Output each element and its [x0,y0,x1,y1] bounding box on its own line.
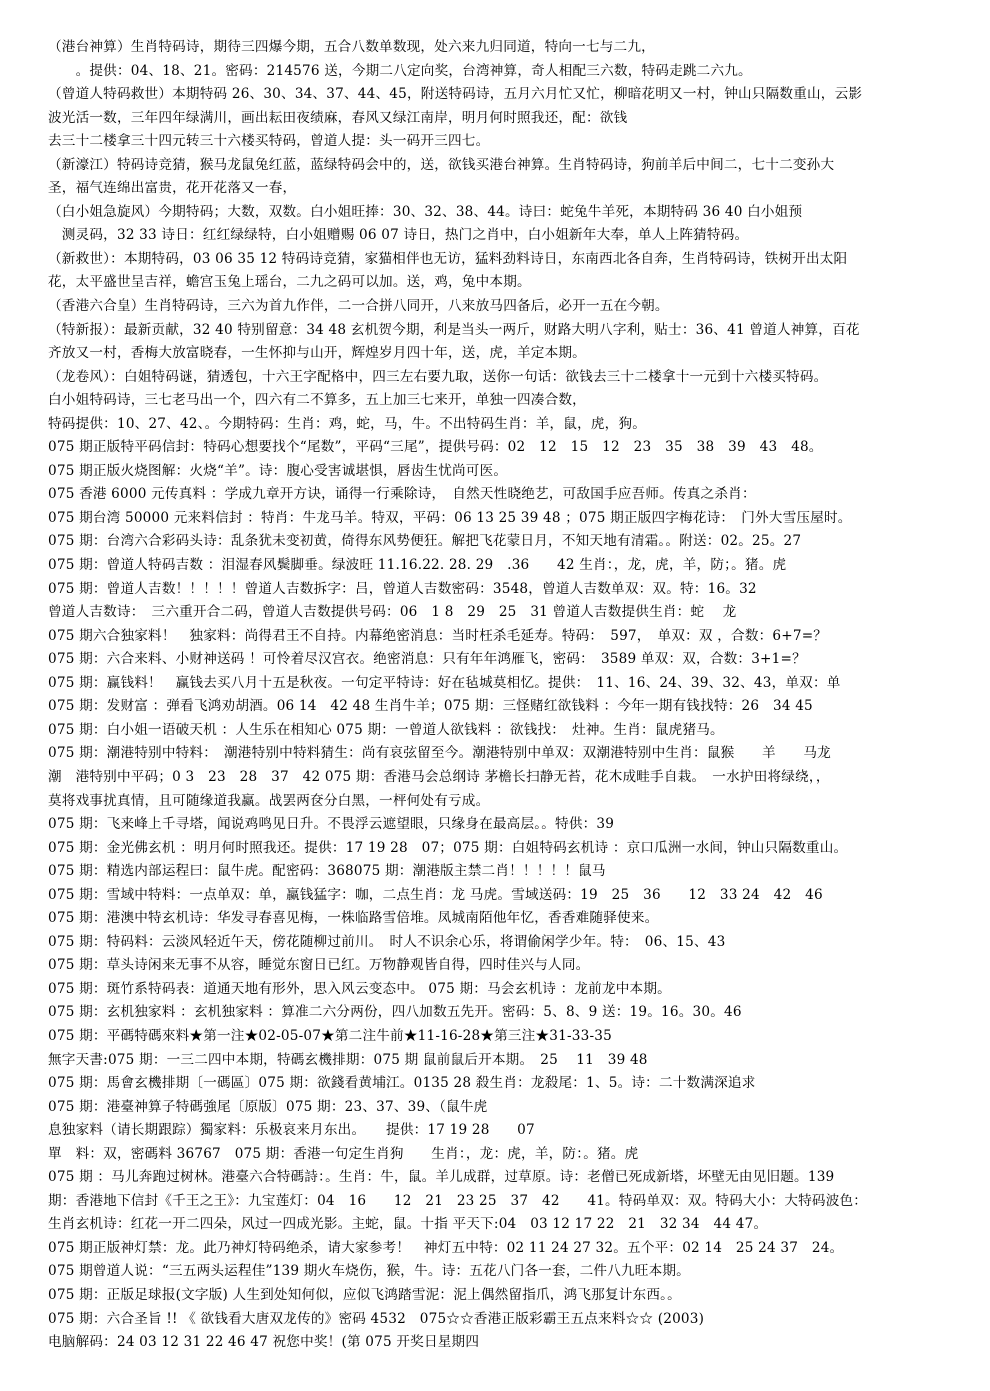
text-line: （新救世）：本期特码，03 06 35 12 特码诗竞猜，家猫相伴也无访，猛料劲料诗日，东南西北各自奔，生肖特码诗，铁树开出太阳 [48,250,848,267]
text-line: 075 期：雪域中特料：一点单双：单，赢钱猛字：咖，二点生肖：龙 马虎。雪域送码：19 25 36 12 33 24 42 46 [48,886,823,903]
text-line: 075 期 ：马儿奔跑过树林。港臺六合特碼詩：。生肖：牛，鼠。羊儿成群，过草原。诗：老僧已死成新塔，坏壁无由见旧题。139 [48,1169,835,1186]
text-line: 075 期正版神灯禁：龙。此乃神灯特码绝杀，请大家参考！ 神灯五中特：02 11 24 27 32。五个平：02 14 25 24 37 24。 [48,1239,844,1256]
text-line: 测灵码，32 33 诗日：红红绿绿特，白小姐赠赐 06 07 诗日，热门之肖中，白小姐新年大奉，单人上阵猜特码。 [48,227,749,244]
text-line: 075 期：精选内部运程曰：鼠牛虎。配密码：368075 期：潮港版主禁二肖！！！！！鼠马 [48,863,606,880]
text-line: 075 期曾道人说：“三五两头运程佳”139 期火车烧伤，猴，牛。诗：五花八门各一套，二件八九旺本期。 [48,1263,690,1280]
text-line: （新濠江）特码诗竞猜，猴马龙鼠兔红蓝，蓝绿特码会中的，送，欲钱买港台神算。生肖特码诗，狗前羊后中间二，七十二变孙大 [48,156,835,173]
text-line: 075 期：金光佛玄机 ：明月何时照我还。提供：17 19 28 07；075 期：白姐特码玄机诗 ：京口瓜洲一水间，钟山只隔数重山。 [48,839,848,856]
text-line: 單 料：双，密碼料 36767 075 期：香港一句定生肖狗 生肖：，龙：虎，羊，防：。猪。虎 [48,1145,639,1162]
text-line: 075 期：特码料：云淡风轻近午天，傍花随柳过前川。 时人不识余心乐，将谓偷闲学少年。特： 06、15、43 [48,933,726,950]
text-line: 曾道人吉数诗： 三六重开合二码，曾道人吉数提供号码：06 1 8 29 25 31 曾道人吉数提供生肖：蛇 龙 [48,604,737,621]
text-line: （曾道人特码救世）本期特码 26、30、34、37、44、45，附送特码诗，五月六月忙又忙，柳暗花明又一村，钟山只隔数重山，云影 [48,86,863,103]
text-line: 075 期：发财富 ：弹看飞鸿劝胡酒。06 14 42 48 生肖牛羊；075 期：三怪赌红欲钱料 ：今年一期有钱找特：26 34 45 [48,698,813,715]
text-line: 075 期：港臺神算子特碼強尾〔原版〕075 期：23、37、39、（鼠牛虎 [48,1098,488,1115]
text-line: 白小姐特码诗，三七老马出一个，四六有二不算多，五上加三七来开，单独一四凑合数， [48,392,586,409]
text-line: 去三十二楼拿三十四元转三十六楼买特码，曾道人提：头一码开三四七。 [48,133,490,150]
text-line: 莫将戏事扰真情，且可随缘道我赢。战罢两奁分白黑，一枰何处有亏成。 [48,792,490,809]
text-line: 075 期六合独家料！ 独家料：尚得君王不自持。内幕绝密消息：当时枉杀毛延寿。特码： 597， 单双：双 ，合数：6+7=？ [48,627,828,644]
text-line: 075 期：平碼特碼來料★第一注★02-05-07★第二注牛前★11-16-28★第三注★31-33-35 [48,1027,612,1044]
text-line: 075 期：馬會玄機排期〔一碼區〕075 期：欲錢看黄埔江。0135 28 殺生肖：龙殺尾：1、5。诗：二十数满深追求 [48,1075,756,1092]
text-line: （香港六合皇）生肖特码诗，三六为首九作伴，二一合拼八同开，八来放马四备后，必开一五在今朝。 [48,298,669,315]
text-line: 。提供：04、18、21。密码：214576 送，今期二八定向奖，台湾神算，奇人相配三六数，特码走跳二六九。 [48,62,752,79]
text-line: 075 期：斑竹系特码表：道通天地有形外，思入风云变态中。 075 期：马会玄机诗 ：龙前龙中本期。 [48,980,671,997]
text-line: 075 期：曾道人特码吉数 ：泪湿春风鬓脚垂。绿波旺 11.16.22. 28. 29 .36 42 生肖：，龙，虎，羊，防；。猪。虎 [48,557,787,574]
text-line: 潮 港特别中平码；0 3 23 28 37 42 075 期：香港马会总纲诗 茅檐长扫静无苔，花木成畦手自栽。 一水护田将绿绕，， [48,768,830,785]
text-line: 075 期：港澳中特玄机诗：华发寻春喜见梅，一株临路雪倍堆。凤城南陌他年忆，香香难随驿使来。 [48,910,659,927]
text-line: 期：香港地下信封《千王之王》：九宝莲灯：04 16 12 21 23 25 37 42 41。特码单双：双。特码大小：大特码波色： [48,1192,868,1209]
text-line: 075 期：草头诗闲来无事不从容，睡觉东窗日已红。万物静观皆自得，四时佳兴与人同。 [48,957,590,974]
text-line [48,1355,960,1379]
text-line: 特码提供：10、27、42、。今期特码：生肖：鸡，蛇，马，牛。不出特码生肖：羊，鼠，虎，狗。 [48,415,647,432]
text-line: 無字天書:075 期：一三二四中本期，特碼玄機排期：075 期 鼠前鼠后开本期。 25 11 39 48 [48,1051,648,1068]
text-line: 075 期：潮港特别中特料： 潮港特别中特料猜生：尚有哀弦留至今。潮港特别中单双：双潮港特别中生肖：鼠猴 羊 马龙 [48,745,831,762]
text-line: 075 期台湾 50000 元来料信封 ：特肖：牛龙马羊。特双，平码：06 13 25 39 48 ；075 期正版四字梅花诗： 门外大雪压屋时。 [48,509,852,526]
text-line: 075 期：台湾六合彩码头诗：乱条犹未变初黄，倚得东风势便狂。解把飞花蒙日月，不知天地有清霜。。附送：02。25。27 [48,533,802,550]
text-line: （港台神算）生肖特码诗，期待三四爆今期，五合八数单数现，处六来九归同道，特向一七与二九， [48,39,655,55]
text-line: 电脑解码：24 03 12 31 22 46 47 祝您中奖！(第 075 开奖日星期四 [48,1334,480,1351]
text-line: （特新报）：最新贡献，32 40 特别留意：34 48 玄机贺今期，利是当头一两斤，财路大明八字利，贴士：36、41 曾道人神算，百花 [48,321,860,338]
text-line: 齐放又一村，香梅大放富晓春，一生怀抑与山开，辉煌岁月四十年，送，虎，羊定本期。 [48,345,586,362]
text-line: 075 期：正版足球报(文字版) 人生到处知何似，应似飞鸿踏雪泥：泥上偶然留指爪，鸿飞那复计东西。。 [48,1286,681,1303]
text-line: 075 期：玄机独家料 ：玄机独家料 ：算准二六分两份，四八加数五先开。密码：5、8、9 送：19。16。30。46 [48,1004,742,1021]
text-line: 075 期：赢钱料！ 赢钱去买八月十五是秋夜。一句定平特诗：好在毡城莫相忆。提供： 11、16、24、39、32、43，单双：单 [48,674,841,691]
text-line: 生肖玄机诗：红花一开二四朵，风过一四成光影。主蛇，鼠。十指 平天下:04 03 12 17 22 21 32 34 44 47。 [48,1216,768,1233]
text-line: 075 期：曾道人吉数！！！！！曾道人吉数拆字：吕，曾道人吉数密码：3548，曾道人吉数单双：双。特：16。32 [48,580,757,597]
text-line: 075 期：六合圣旨 !! 《 欲钱看大唐双龙传的》密码 4532 075☆☆香港正版彩霸王五点来料☆☆ (2003) [48,1310,705,1327]
text-line: 075 期正版火烧图解：火烧“羊”。诗：腹心受害诚堪惧，唇齿生忧尚可医。 [48,462,508,479]
text-line: 075 期：飞来峰上千寻塔，闻说鸡鸣见日升。不畏浮云遮望眼，只缘身在最高层。。特供：39 [48,816,615,833]
text-line: （龙卷风）：白姐特码谜，猜透包，十六王字配格中，四三左右要九取，送你一句话：欲钱去三十二楼拿十一元到十六楼买特码。 [48,368,828,385]
text-line: （白小姐急旋风）今期特码；大数，双数。白小姐旺捧：30、32、38、44。诗曰：蛇兔牛羊死，本期特码 36 40 白小姐预 [48,203,803,220]
text-line: 075 期：白小姐一语破天机 ：人生乐在相知心 075 期：一曾道人欲钱料 ：欲钱找： 灶神。生肖：鼠虎猪马。 [48,721,724,738]
text-line: 息独家料（请长期跟踪）獨家料：乐极哀来月东出。 提供：17 19 28 07 [48,1122,535,1139]
text-line: 075 期正版特平码信封：特码心想要找个“尾数”，平码“三尾”，提供号码：02 12 15 12 23 35 38 39 43 48。 [48,439,823,456]
text-line: 波光活一数，三年四年绿满川，画出耘田夜绩麻，春风又绿江南岸，明月何时照我还，配：欲钱 [48,109,628,126]
text-line: 075 香港 6000 元传真料 ：学成九章开方诀，诵得一行乘除诗， 自然天性晓绝艺，可敌国手应吾师。传真之杀肖： [48,486,756,503]
text-line: 花，太平盛世呈吉祥，蟾宫玉兔上瑶台，二九之码可以加。送，鸡，兔中本期。 [48,274,531,291]
text-line: 075 期：六合来料、小财神送码 ！可怜着尽汉宫衣。绝密消息：只有年年鸿雁飞，密码： 3589 单双：双，合数：3+1=？ [48,651,806,668]
text-line: 圣，福气连绵出富贵，花开花落又一春， [48,180,297,197]
